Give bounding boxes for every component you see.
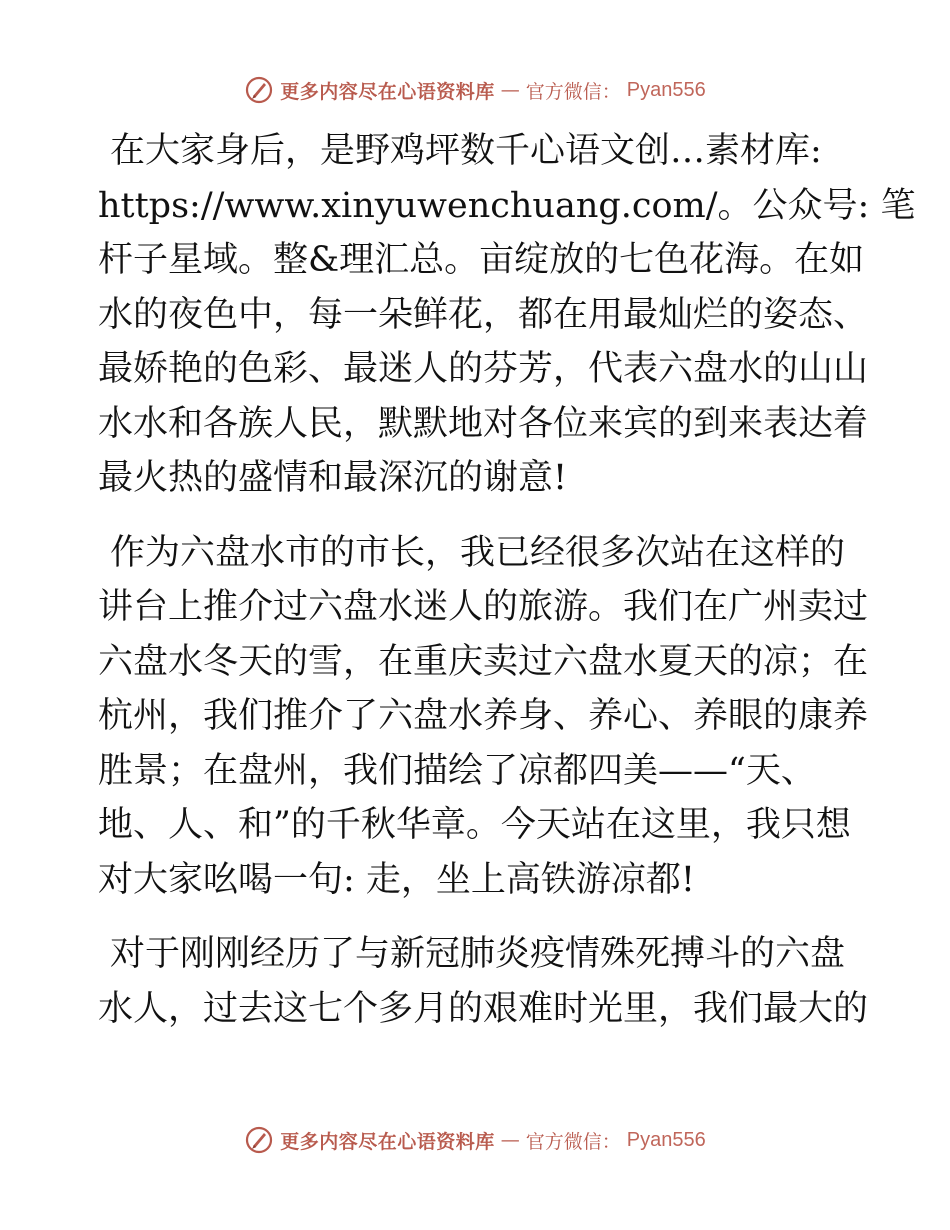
banner-separator: — <box>500 1129 520 1151</box>
header-banner <box>0 70 950 110</box>
text-line: 水的夜色中，每一朵鲜花，都在用最灿烂的姿态、 <box>98 294 869 335</box>
text-line: 讲台上推介过六盘水迷人的旅游。我们在广州卖过 <box>98 587 869 627</box>
banner-site-text: 更多内容尽在心语资料库 <box>280 80 495 103</box>
text-line: 在大家身后，是野鸡坪数千心语文创…素材库: <box>110 131 822 171</box>
text-line: 杭州，我们推介了六盘水养身、养心、养眼的康养 <box>98 696 869 736</box>
banner-site-text: 更多内容尽在心语资料库 <box>280 1130 495 1153</box>
paragraph-1 <box>98 124 916 506</box>
paragraph-2 <box>98 526 869 908</box>
text-line: 最火热的盛情和最深沉的谢意! <box>98 458 568 498</box>
text-line: 六盘水冬天的雪，在重庆卖过六盘水夏天的凉；在 <box>98 641 869 682</box>
text-line: 最娇艳的色彩、最迷人的芬芳，代表六盘水的山山 <box>98 349 869 389</box>
footer-banner <box>0 1120 950 1160</box>
text-line: 胜景；在盘州，我们描绘了凉都四美——“天、 <box>98 750 816 791</box>
text-line: 水水和各族人民，默默地对各位来宾的到来表达着 <box>98 403 869 444</box>
quill-pen-circle-icon <box>244 1125 274 1155</box>
quill-pen-circle-icon <box>244 75 274 105</box>
paragraph-3 <box>98 927 869 1036</box>
banner-wechat-id: Pyan556 <box>626 78 706 101</box>
text-line: 对于刚刚经历了与新冠肺炎疫情殊死搏斗的六盘 <box>110 934 846 974</box>
banner-separator: — <box>500 79 520 101</box>
banner-wechat-label: 官方微信： <box>525 80 621 103</box>
banner-wechat-id: Pyan556 <box>626 1128 706 1151</box>
text-line: 作为六盘水市的市长，我已经很多次站在这样的 <box>110 532 846 573</box>
document-body <box>98 124 916 1056</box>
text-line: 对大家吆喝一句: 走，坐上高铁游凉都! <box>98 859 695 900</box>
text-line: 水人，过去这七个多月的艰难时光里，我们最大的 <box>98 988 869 1029</box>
text-line: 地、人、和”的千秋华章。今天站在这里，我只想 <box>98 805 851 845</box>
text-line: https://www.xinyuwenchuang.com/。公众号: 笔 <box>98 185 916 226</box>
text-line: 杆子星域。整&理汇总。亩绽放的七色花海。在如 <box>98 240 865 280</box>
banner-wechat-label: 官方微信： <box>525 1130 621 1153</box>
